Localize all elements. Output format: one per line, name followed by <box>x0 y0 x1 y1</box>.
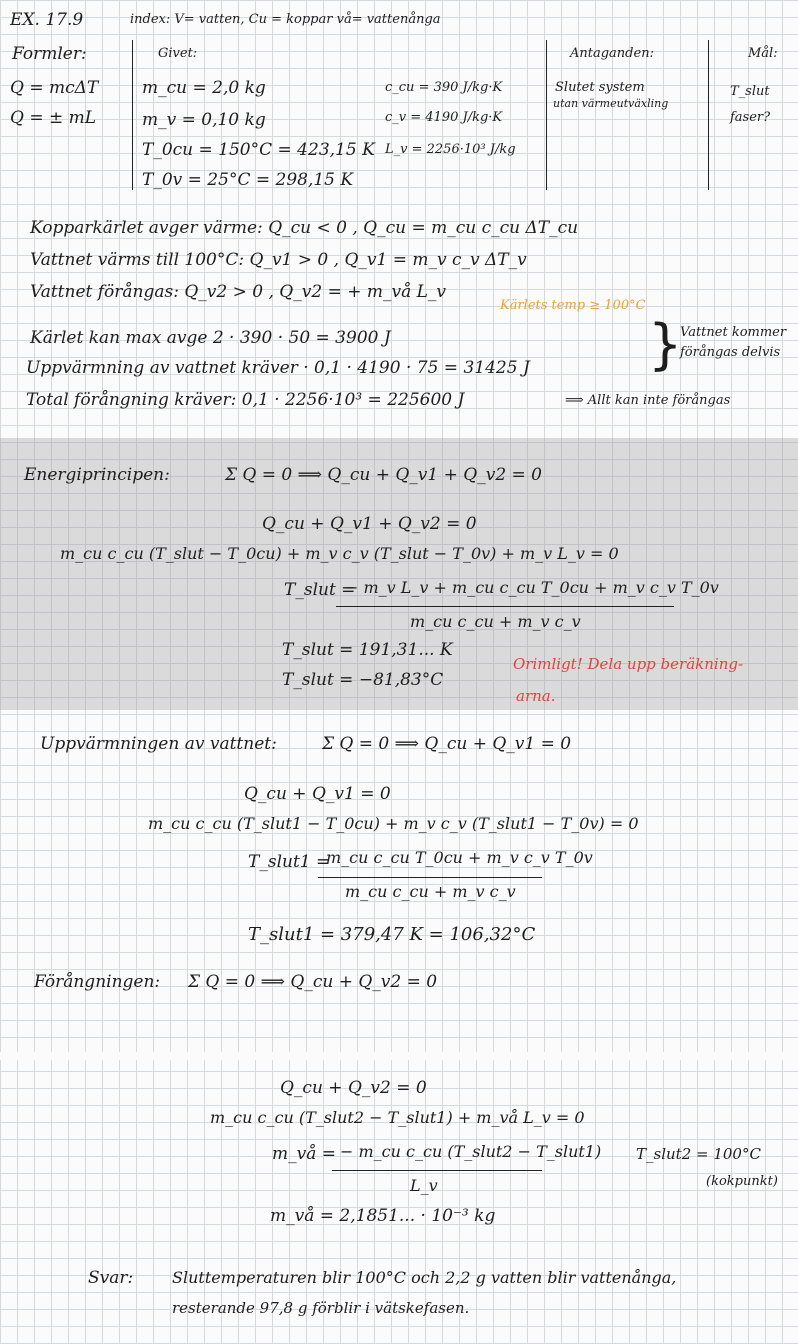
given-mcu: m_cu = 2,0 kg <box>142 78 266 98</box>
given-mv: m_v = 0,10 kg <box>142 110 266 130</box>
energy-eq-3-den: m_cu c_cu + m_v c_v <box>410 612 581 631</box>
given-tcu: T_0cu = 150°C = 423,15 K <box>142 140 375 160</box>
energy-eq-1: Q_cu + Q_v1 + Q_v2 = 0 <box>262 514 477 534</box>
heating-eq-1: Q_cu + Q_v1 = 0 <box>244 784 391 804</box>
energy-eq-4: T_slut = 191,31... K <box>282 640 453 660</box>
heating-eq-2: m_cu c_cu (T_slut1 − T_0cu) + m_v c_v (T_slut1 − T_0v) = 0 <box>148 814 639 833</box>
energy-eq-2: m_cu c_cu (T_slut − T_0cu) + m_v c_v (T_slut − T_0v) + m_v L_v = 0 <box>60 544 619 563</box>
vapor-fraction-bar <box>332 1170 542 1171</box>
arrow-note: ⟹ Allt kan inte förångas <box>565 393 731 408</box>
heating-eq-3-num: m_cu c_cu T_0cu + m_v c_v T_0v <box>326 848 593 867</box>
vapor-eq-1: Q_cu + Q_v2 = 0 <box>280 1078 427 1098</box>
assumptions-left-line <box>546 40 547 190</box>
red-note-1: Orimligt! Dela upp beräkning- <box>513 655 744 673</box>
given-ccu: c_cu = 390 J/kg·K <box>385 80 503 95</box>
goal-left-line <box>708 40 709 190</box>
energy-eq-3-num: − m_v L_v + m_cu c_cu T_0cu + m_v c_v T_0v <box>345 578 719 597</box>
energy-fraction-bar <box>336 606 674 607</box>
vapor-eq-2: m_cu c_cu (T_slut2 − T_slut1) + m_vå L_v = 0 <box>210 1108 585 1127</box>
heating-fraction-bar <box>318 877 542 878</box>
heating-eq-4: T_slut1 = 379,47 K = 106,32°C <box>248 924 536 945</box>
vapor-eq-3-den: L_v <box>410 1176 438 1195</box>
orange-note: Kärlets temp ≥ 100°C <box>500 298 646 313</box>
vapor-title: Förångningen: <box>34 972 161 992</box>
heating-eq-3-den: m_cu c_cu + m_v c_v <box>345 882 516 901</box>
analysis-line-2: Vattnet värms till 100°C: Q_v1 > 0 , Q_v1 = m_v c_v ΔT_v <box>30 250 527 270</box>
answer-line-1: Sluttemperaturen blir 100°C och 2,2 g vatten blir vattenånga, <box>172 1268 677 1287</box>
energy-sum: Σ Q = 0 ⟹ Q_cu + Q_v1 + Q_v2 = 0 <box>225 465 542 485</box>
exercise-number: EX. 17.9 <box>10 10 84 30</box>
analysis-line-6: Total förångning kräver: 0,1 · 2256·10³ = 225600 J <box>26 390 465 410</box>
assumption-1: Slutet system <box>555 80 645 95</box>
goal-2: faser? <box>730 110 771 125</box>
answer-label: Svar: <box>88 1268 134 1288</box>
brace-note-2: förångas delvis <box>680 345 781 360</box>
answer-line-2: resterande 97,8 g förblir i vätskefasen. <box>172 1299 470 1317</box>
given-lv: L_v = 2256·10³ J/kg <box>385 142 516 157</box>
vapor-side-1: T_slut2 = 100°C <box>636 1145 761 1163</box>
vapor-eq-3-lhs: m_vå = <box>272 1144 337 1164</box>
brace-icon: } <box>648 313 683 376</box>
goal-title: Mål: <box>748 46 778 61</box>
vapor-eq-4: m_vå = 2,1851... · 10⁻³ kg <box>270 1206 496 1226</box>
vapor-side-2: (kokpunkt) <box>706 1174 778 1189</box>
given-tv: T_0v = 25°C = 298,15 K <box>142 170 354 190</box>
energy-eq-5: T_slut = −81,83°C <box>282 670 444 690</box>
heating-eq-3-lhs: T_slut1 = <box>248 852 331 872</box>
energy-title: Energiprincipen: <box>24 465 170 485</box>
vapor-eq-3-num: − m_cu c_cu (T_slut2 − T_slut1) <box>340 1142 602 1161</box>
energy-eq-3-lhs: T_slut = <box>284 580 356 600</box>
given-left-line <box>132 40 133 190</box>
red-note-2: arna. <box>516 687 556 705</box>
given-title: Givet: <box>158 46 198 61</box>
assumption-2: utan värmeutväxling <box>553 97 669 110</box>
analysis-line-3: Vattnet förångas: Q_v2 > 0 , Q_v2 = + m_vå L_v <box>30 282 447 302</box>
brace-note-1: Vattnet kommer <box>680 325 787 340</box>
analysis-line-5: Uppvärmning av vattnet kräver · 0,1 · 4190 · 75 = 31425 J <box>26 358 530 378</box>
heating-title: Uppvärmningen av vattnet: <box>40 734 277 754</box>
heating-sum: Σ Q = 0 ⟹ Q_cu + Q_v1 = 0 <box>322 734 572 754</box>
formula-heat: Q = mcΔT <box>10 78 99 98</box>
given-cv: c_v = 4190 J/kg·K <box>385 110 503 125</box>
index-line: index: V= vatten, Cu = koppar vå= vattenånga <box>130 12 441 27</box>
vapor-sum: Σ Q = 0 ⟹ Q_cu + Q_v2 = 0 <box>188 972 438 992</box>
goal-1: T_slut <box>730 84 770 99</box>
formula-latent: Q = ± mL <box>10 108 97 128</box>
page-break <box>0 1052 798 1060</box>
analysis-line-1: Kopparkärlet avger värme: Q_cu < 0 , Q_cu = m_cu c_cu ΔT_cu <box>30 218 579 238</box>
analysis-line-4: Kärlet kan max avge 2 · 390 · 50 = 3900 J <box>30 328 391 348</box>
formulas-title: Formler: <box>12 44 87 64</box>
assumptions-title: Antaganden: <box>570 46 654 61</box>
